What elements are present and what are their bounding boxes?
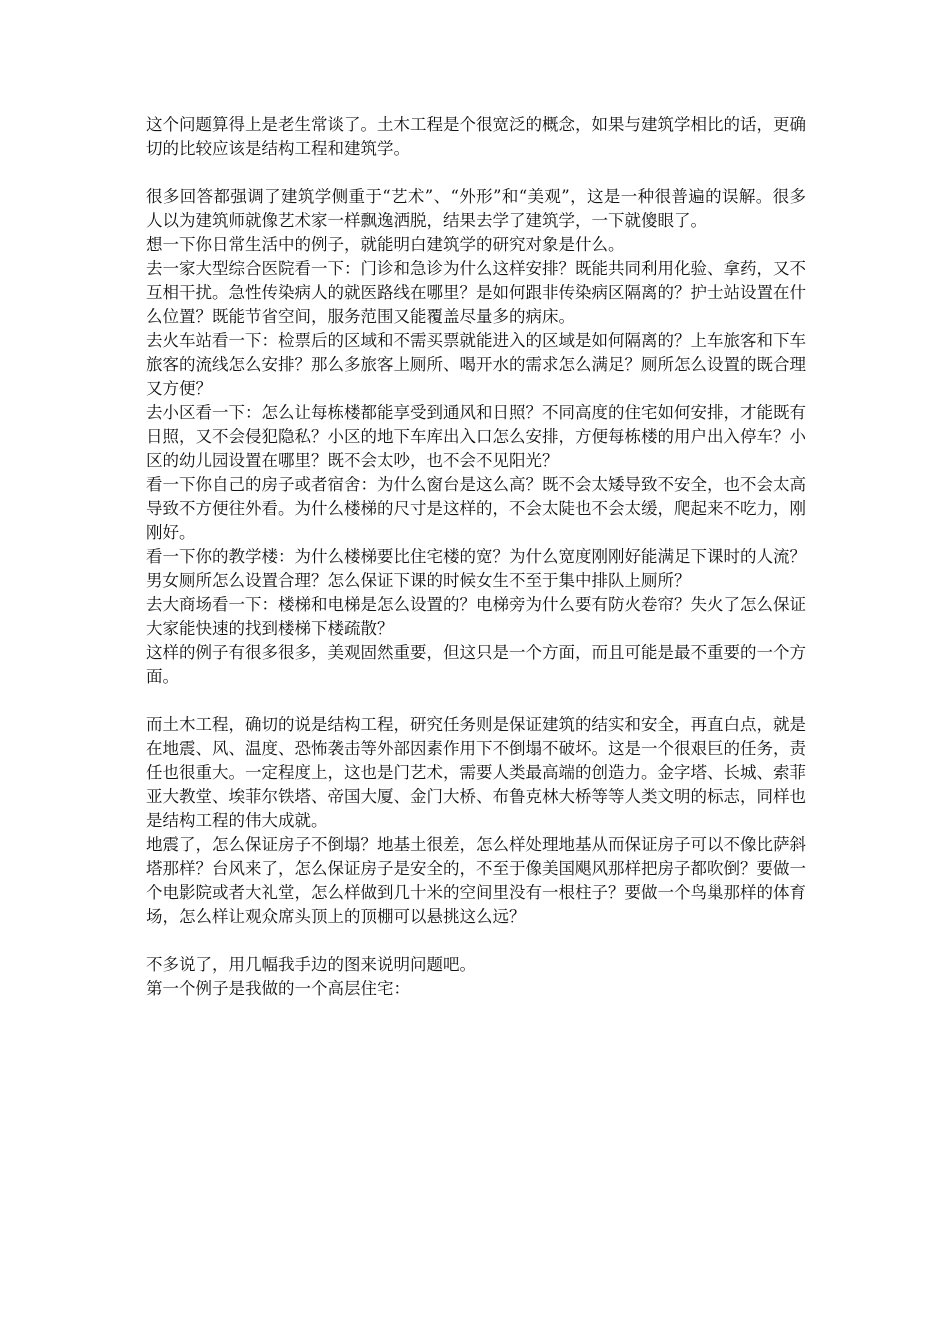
paragraph-own-house: 看一下你自己的房子或者宿舍：为什么窗台是这么高？既不会太矮导致不安全，也不会太高导致不方便往外看。为什么楼梯的尺寸是这样的，不会太陡也不会太缓，爬起来不吃力，刚刚好。 — [146, 475, 806, 542]
paragraph-train-station: 去火车站看一下：检票后的区域和不需买票就能进入的区域是如何隔离的？上车旅客和下车旅客的流线怎么安排？那么多旅客上厕所、喝开水的需求怎么满足？厕所怎么设置的既合理又方便？ — [146, 331, 806, 398]
paragraph-gap — [146, 929, 806, 953]
paragraph-figures-intro: 不多说了，用几幅我手边的图来说明问题吧。 — [146, 955, 476, 974]
paragraph-many-examples: 这样的例子有很多很多，美观固然重要，但这只是一个方面，而且可能是最不重要的一个方面。 — [146, 643, 806, 686]
paragraph-misconception: 很多回答都强调了建筑学侧重于“艺术”、“外形”和“美观”，这是一种很普遍的误解。很多人以为建筑师就像艺术家一样飘逸洒脱，结果去学了建筑学，一下就傻眼了。 — [146, 187, 806, 230]
paragraph-daily-examples: 想一下你日常生活中的例子，就能明白建筑学的研究对象是什么。 — [146, 235, 625, 254]
paragraph-gap — [146, 689, 806, 713]
document-body — [146, 113, 806, 1001]
paragraph-first-example: 第一个例子是我做的一个高层住宅： — [146, 979, 410, 998]
paragraph-residential-area: 去小区看一下：怎么让每栋楼都能享受到通风和日照？不同高度的住宅如何安排，才能既有日照，又不会侵犯隐私？小区的地下车库出入口怎么安排，方便每栋楼的用户出入停车？小区的幼儿园设置在哪里？既不会太吵，也不会不见阳光？ — [146, 403, 806, 470]
paragraph-gap — [146, 161, 806, 185]
paragraph-shopping-mall: 去大商场看一下：楼梯和电梯是怎么设置的？电梯旁为什么要有防火卷帘？失火了怎么保证大家能快速的找到楼梯下楼疏散？ — [146, 595, 806, 638]
paragraph-hospital: 去一家大型综合医院看一下：门诊和急诊为什么这样安排？既能共同利用化验、拿药，又不互相干扰。急性传染病人的就医路线在哪里？是如何跟非传染病区隔离的？护士站设置在什么位置？既能节省空间，服务范围又能覆盖尽量多的病床。 — [146, 259, 806, 326]
paragraph-earthquake-questions: 地震了，怎么保证房子不倒塌？地基土很差，怎么样处理地基从而保证房子可以不像比萨斜塔那样？台风来了，怎么保证房子是安全的，不至于像美国飓风那样把房子都吹倒？要做一个电影院或者大礼堂，怎么样做到几十米的空间里没有一根柱子？要做一个鸟巢那样的体育场，怎么样让观众席头顶上的顶棚可以悬挑这么远？ — [146, 835, 806, 926]
paragraph-structural-engineering: 而土木工程，确切的说是结构工程，研究任务则是保证建筑的结实和安全，再直白点，就是在地震、风、温度、恐怖袭击等外部因素作用下不倒塌不破坏。这是一个很艰巨的任务，责任也很重大。一定程度上，这也是门艺术，需要人类最高端的创造力。金字塔、长城、索菲亚大教堂、埃菲尔铁塔、帝国大厦、金门大桥、布鲁克林大桥等等人类文明的标志，同样也是结构工程的伟大成就。 — [146, 715, 806, 830]
paragraph-intro: 这个问题算得上是老生常谈了。土木工程是个很宽泛的概念，如果与建筑学相比的话，更确切的比较应该是结构工程和建筑学。 — [146, 115, 806, 158]
paragraph-teaching-building: 看一下你的教学楼：为什么楼梯要比住宅楼的宽？为什么宽度刚刚好能满足下课时的人流？男女厕所怎么设置合理？怎么保证下课的时候女生不至于集中排队上厕所？ — [146, 547, 806, 590]
